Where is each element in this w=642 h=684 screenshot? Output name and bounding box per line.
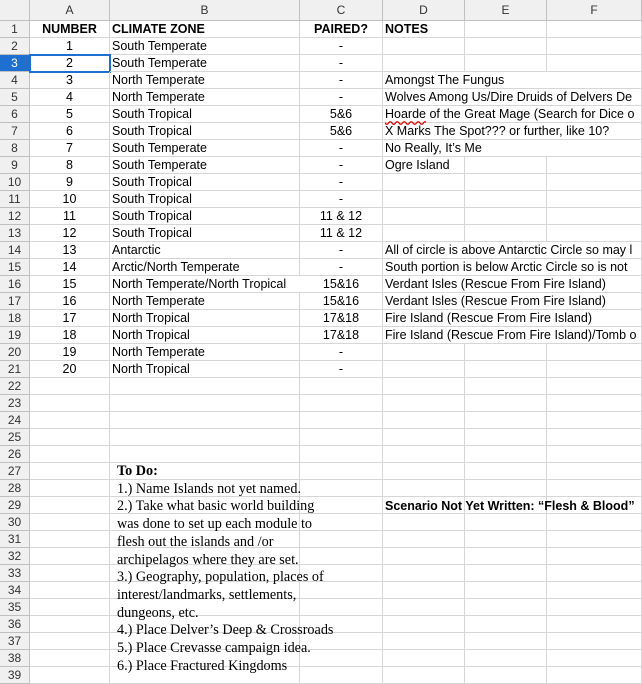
cell[interactable] [30, 531, 110, 548]
cell[interactable] [30, 429, 110, 446]
row-header[interactable]: 6 [0, 106, 30, 123]
cell-paired[interactable]: - [300, 72, 383, 89]
cell-paired[interactable]: - [300, 174, 383, 191]
row-header[interactable]: 18 [0, 310, 30, 327]
cell-notes[interactable]: Wolves Among Us/Dire Druids of Delvers De [385, 90, 633, 104]
row-header[interactable]: 27 [0, 463, 30, 480]
cell[interactable] [30, 412, 110, 429]
cell[interactable] [547, 55, 642, 72]
cell[interactable] [547, 395, 642, 412]
cell-climate-zone[interactable]: North Tropical [110, 310, 300, 327]
cell-climate-zone[interactable]: South Temperate [110, 55, 300, 72]
cell[interactable] [110, 429, 300, 446]
column-header-e[interactable]: E [465, 0, 547, 21]
row-header[interactable]: 25 [0, 429, 30, 446]
row-header[interactable]: 1 [0, 21, 30, 38]
row-header[interactable]: 24 [0, 412, 30, 429]
cell-paired[interactable]: 5&6 [300, 106, 383, 123]
row-header[interactable]: 4 [0, 72, 30, 89]
cell[interactable] [30, 565, 110, 582]
cell[interactable] [110, 378, 300, 395]
cell[interactable] [547, 174, 642, 191]
cell[interactable] [110, 412, 300, 429]
cell[interactable] [30, 378, 110, 395]
cell-paired[interactable]: 17&18 [300, 327, 383, 344]
cell-notes[interactable]: South portion is below Arctic Circle so is not [385, 260, 628, 274]
cell-number[interactable]: 16 [30, 293, 110, 310]
cell[interactable] [547, 531, 642, 548]
cell-notes[interactable]: Verdant Isles (Rescue From Fire Island) [385, 294, 606, 308]
cell[interactable] [465, 616, 547, 633]
cell[interactable] [547, 378, 642, 395]
cell-paired[interactable]: - [300, 191, 383, 208]
cell[interactable] [547, 463, 642, 480]
cell[interactable] [547, 208, 642, 225]
cell[interactable] [30, 514, 110, 531]
cell-number[interactable]: 10 [30, 191, 110, 208]
cell[interactable] [300, 378, 383, 395]
row-header[interactable]: 16 [0, 276, 30, 293]
spelling-error-mark: Hoarde [385, 107, 426, 121]
cell-notes[interactable]: No Really, It’s Me [385, 141, 482, 155]
cell[interactable] [465, 38, 547, 55]
cell-climate-zone[interactable]: South Tropical [110, 191, 300, 208]
todo-line: 4.) Place Delver’s Deep & Crossroads [117, 622, 334, 639]
cell[interactable] [465, 667, 547, 684]
row-header[interactable]: 12 [0, 208, 30, 225]
cell-paired[interactable]: 11 & 12 [300, 208, 383, 225]
cell-notes[interactable] [383, 208, 465, 225]
cell-notes[interactable]: Ogre Island [383, 157, 465, 174]
cell-paired[interactable]: - [300, 55, 383, 72]
row-header[interactable]: 15 [0, 259, 30, 276]
cell[interactable] [547, 140, 642, 157]
cell[interactable] [465, 429, 547, 446]
todo-line: 6.) Place Fractured Kingdoms [117, 657, 288, 674]
cell[interactable] [547, 633, 642, 650]
cell-notes[interactable] [383, 361, 465, 378]
cell[interactable] [465, 344, 547, 361]
cell[interactable] [465, 208, 547, 225]
cell[interactable] [465, 378, 547, 395]
select-all-corner[interactable] [0, 0, 30, 21]
cell-climate-zone[interactable]: South Temperate [110, 140, 300, 157]
header-climate-zone[interactable]: CLIMATE ZONE [110, 21, 300, 38]
cell[interactable] [465, 650, 547, 667]
cell[interactable] [547, 582, 642, 599]
cell-paired[interactable]: - [300, 140, 383, 157]
row-header[interactable]: 8 [0, 140, 30, 157]
row-header[interactable]: 22 [0, 378, 30, 395]
cell[interactable] [30, 582, 110, 599]
cell[interactable] [30, 616, 110, 633]
scenario-note-cell[interactable]: Scenario Not Yet Written: “Flesh & Blood” [385, 499, 635, 513]
cell-notes[interactable] [383, 38, 465, 55]
cell[interactable] [300, 446, 383, 463]
cell-number[interactable]: 2 [30, 55, 110, 72]
cell[interactable] [465, 531, 547, 548]
cell-number[interactable]: 5 [30, 106, 110, 123]
row-header[interactable]: 14 [0, 242, 30, 259]
todo-line: flesh out the islands and /or [117, 533, 274, 550]
cell-notes[interactable]: Hoarde of the Great Mage (Search for Dice o [385, 107, 635, 121]
cell-number[interactable]: 7 [30, 140, 110, 157]
cell-number[interactable]: 11 [30, 208, 110, 225]
cell-number[interactable]: 9 [30, 174, 110, 191]
column-header-d[interactable]: D [383, 0, 465, 21]
header-paired[interactable]: PAIRED? [300, 21, 383, 38]
cell[interactable] [383, 514, 465, 531]
cell-number[interactable]: 3 [30, 72, 110, 89]
cell-notes[interactable] [383, 55, 465, 72]
row-header[interactable]: 5 [0, 89, 30, 106]
row-header[interactable]: 33 [0, 565, 30, 582]
cell-notes[interactable] [383, 191, 465, 208]
cell[interactable] [383, 497, 465, 514]
cell[interactable] [30, 548, 110, 565]
cell[interactable] [465, 174, 547, 191]
row-header[interactable]: 13 [0, 225, 30, 242]
cell[interactable] [547, 157, 642, 174]
row-header[interactable]: 17 [0, 293, 30, 310]
cell[interactable] [465, 361, 547, 378]
cell[interactable] [383, 633, 465, 650]
cell-paired[interactable]: - [300, 38, 383, 55]
cell-notes[interactable] [383, 225, 465, 242]
cell[interactable] [465, 463, 547, 480]
cell[interactable] [547, 446, 642, 463]
cell[interactable] [465, 55, 547, 72]
cell[interactable] [30, 463, 110, 480]
cell-paired[interactable]: - [300, 242, 383, 259]
cell[interactable] [110, 395, 300, 412]
cell-number[interactable]: 12 [30, 225, 110, 242]
cell[interactable] [383, 565, 465, 582]
cell[interactable] [547, 72, 642, 89]
cell[interactable] [547, 38, 642, 55]
cell-paired[interactable]: - [300, 361, 383, 378]
row-header[interactable]: 3 [0, 55, 30, 72]
cell[interactable] [547, 599, 642, 616]
cell[interactable] [547, 667, 642, 684]
cell[interactable] [300, 395, 383, 412]
cell-climate-zone[interactable]: South Temperate [110, 157, 300, 174]
todo-line: 2.) Take what basic world building [117, 498, 315, 515]
cell[interactable] [110, 446, 300, 463]
cell[interactable] [547, 412, 642, 429]
column-header-c[interactable]: C [300, 0, 383, 21]
cell[interactable] [547, 21, 642, 38]
cell[interactable] [383, 650, 465, 667]
cell[interactable] [465, 225, 547, 242]
cell[interactable] [30, 480, 110, 497]
cell[interactable] [30, 497, 110, 514]
row-header[interactable]: 20 [0, 344, 30, 361]
todo-line: interest/landmarks, settlements, [117, 586, 297, 603]
row-header[interactable]: 7 [0, 123, 30, 140]
cell[interactable] [465, 480, 547, 497]
cell[interactable] [383, 378, 465, 395]
todo-line: 1.) Name Islands not yet named. [117, 480, 301, 497]
column-header-a[interactable]: A [30, 0, 110, 21]
row-header[interactable]: 37 [0, 633, 30, 650]
todo-note [117, 463, 347, 675]
cell-number[interactable]: 14 [30, 259, 110, 276]
todo-line: dungeons, etc. [117, 604, 199, 621]
cell-notes[interactable]: All of circle is above Antarctic Circle so may l [385, 243, 633, 257]
cell-notes[interactable]: Amongst The Fungus [385, 73, 505, 87]
todo-title: To Do: [117, 463, 158, 479]
cell[interactable] [30, 650, 110, 667]
row-header[interactable]: 31 [0, 531, 30, 548]
todo-line: 5.) Place Crevasse campaign idea. [117, 640, 311, 657]
cell[interactable] [547, 480, 642, 497]
cell[interactable] [465, 633, 547, 650]
cell[interactable] [383, 480, 465, 497]
cell-notes[interactable] [383, 344, 465, 361]
cell-paired[interactable]: - [300, 157, 383, 174]
cell[interactable] [465, 446, 547, 463]
cell-number[interactable]: 15 [30, 276, 110, 293]
cell-climate-zone[interactable]: Antarctic [110, 242, 300, 259]
cell[interactable] [465, 599, 547, 616]
column-header-b[interactable]: B [110, 0, 300, 21]
row-header[interactable]: 32 [0, 548, 30, 565]
cell[interactable] [465, 548, 547, 565]
cell[interactable] [465, 565, 547, 582]
row-header[interactable]: 30 [0, 514, 30, 531]
cell[interactable] [547, 565, 642, 582]
row-header[interactable]: 19 [0, 327, 30, 344]
cell[interactable] [547, 344, 642, 361]
cell[interactable] [383, 548, 465, 565]
cell-climate-zone[interactable]: South Tropical [110, 208, 300, 225]
cell[interactable] [383, 531, 465, 548]
cell[interactable] [30, 395, 110, 412]
cell-climate-zone[interactable]: South Temperate [110, 38, 300, 55]
cell-number[interactable]: 8 [30, 157, 110, 174]
cell-number[interactable]: 18 [30, 327, 110, 344]
cell-climate-zone[interactable]: South Tropical [110, 174, 300, 191]
cell-paired[interactable]: 11 & 12 [300, 225, 383, 242]
header-notes[interactable]: NOTES [383, 21, 465, 38]
row-header[interactable]: 35 [0, 599, 30, 616]
todo-line: archipelagos where they are set. [117, 551, 299, 568]
cell-paired[interactable]: - [300, 89, 383, 106]
cell-notes[interactable]: Fire Island (Rescue From Fire Island) [385, 311, 593, 325]
cell-paired[interactable]: 15&16 [300, 293, 383, 310]
cell-number[interactable]: 6 [30, 123, 110, 140]
row-header[interactable]: 23 [0, 395, 30, 412]
cell[interactable] [383, 395, 465, 412]
cell[interactable] [300, 412, 383, 429]
row-header[interactable]: 34 [0, 582, 30, 599]
row-header[interactable]: 39 [0, 667, 30, 684]
cell[interactable] [30, 667, 110, 684]
cell[interactable] [547, 361, 642, 378]
cell[interactable] [383, 429, 465, 446]
todo-line: was done to set up each module to [117, 516, 313, 533]
cell[interactable] [383, 412, 465, 429]
cell[interactable] [547, 650, 642, 667]
cell[interactable] [465, 157, 547, 174]
cell-notes[interactable]: Fire Island (Rescue From Fire Island)/Tomb o [385, 328, 637, 342]
cell-paired[interactable]: - [300, 259, 383, 276]
cell-climate-zone[interactable]: North Temperate [110, 344, 300, 361]
row-header[interactable]: 38 [0, 650, 30, 667]
cell-paired[interactable]: - [300, 344, 383, 361]
cell-climate-zone[interactable]: South Tropical [110, 106, 300, 123]
column-header-f[interactable]: F [547, 0, 642, 21]
todo-line: 3.) Geography, population, places of [117, 569, 324, 586]
cell-climate-zone[interactable]: South Tropical [110, 225, 300, 242]
cell-number[interactable]: 1 [30, 38, 110, 55]
cell[interactable] [383, 667, 465, 684]
cell-climate-zone[interactable]: North Tropical [110, 327, 300, 344]
row-header[interactable]: 10 [0, 174, 30, 191]
row-header[interactable]: 9 [0, 157, 30, 174]
cell[interactable] [30, 446, 110, 463]
cell[interactable] [465, 21, 547, 38]
cell-paired[interactable]: 15&16 [300, 276, 383, 293]
header-number[interactable]: NUMBER [30, 21, 110, 38]
cell-climate-zone[interactable]: North Temperate [110, 89, 300, 106]
cell-climate-zone[interactable]: North Temperate [110, 72, 300, 89]
cell[interactable] [465, 191, 547, 208]
row-header[interactable]: 2 [0, 38, 30, 55]
cell[interactable] [547, 514, 642, 531]
cell[interactable] [383, 446, 465, 463]
cell[interactable] [465, 395, 547, 412]
cell-number[interactable]: 20 [30, 361, 110, 378]
cell[interactable] [383, 582, 465, 599]
cell[interactable] [300, 429, 383, 446]
cell[interactable] [547, 191, 642, 208]
cell[interactable] [383, 616, 465, 633]
row-header[interactable]: 21 [0, 361, 30, 378]
cell-notes[interactable]: X Marks The Spot??? or further, like 10? [385, 124, 610, 138]
row-header[interactable]: 11 [0, 191, 30, 208]
cell-climate-zone[interactable]: North Temperate/North Tropical [110, 276, 300, 293]
cell-number[interactable]: 4 [30, 89, 110, 106]
cell-climate-zone[interactable]: Arctic/North Temperate [110, 259, 300, 276]
row-header[interactable]: 36 [0, 616, 30, 633]
cell[interactable] [465, 412, 547, 429]
cell[interactable] [547, 548, 642, 565]
cell-notes[interactable]: Verdant Isles (Rescue From Fire Island) [385, 277, 606, 291]
cell-paired[interactable]: 5&6 [300, 123, 383, 140]
cell[interactable] [383, 463, 465, 480]
cell-climate-zone[interactable]: North Temperate [110, 293, 300, 310]
cell[interactable] [465, 582, 547, 599]
row-header[interactable]: 28 [0, 480, 30, 497]
row-header[interactable]: 29 [0, 497, 30, 514]
cell-number[interactable]: 19 [30, 344, 110, 361]
cell[interactable] [30, 599, 110, 616]
cell[interactable] [547, 616, 642, 633]
cell[interactable] [383, 599, 465, 616]
cell[interactable] [30, 633, 110, 650]
cell-notes[interactable] [383, 174, 465, 191]
cell[interactable] [465, 514, 547, 531]
cell-climate-zone[interactable]: South Tropical [110, 123, 300, 140]
cell-number[interactable]: 13 [30, 242, 110, 259]
cell[interactable] [547, 225, 642, 242]
cell-paired[interactable]: 17&18 [300, 310, 383, 327]
row-header[interactable]: 26 [0, 446, 30, 463]
cell-number[interactable]: 17 [30, 310, 110, 327]
cell-climate-zone[interactable]: North Tropical [110, 361, 300, 378]
cell[interactable] [547, 429, 642, 446]
